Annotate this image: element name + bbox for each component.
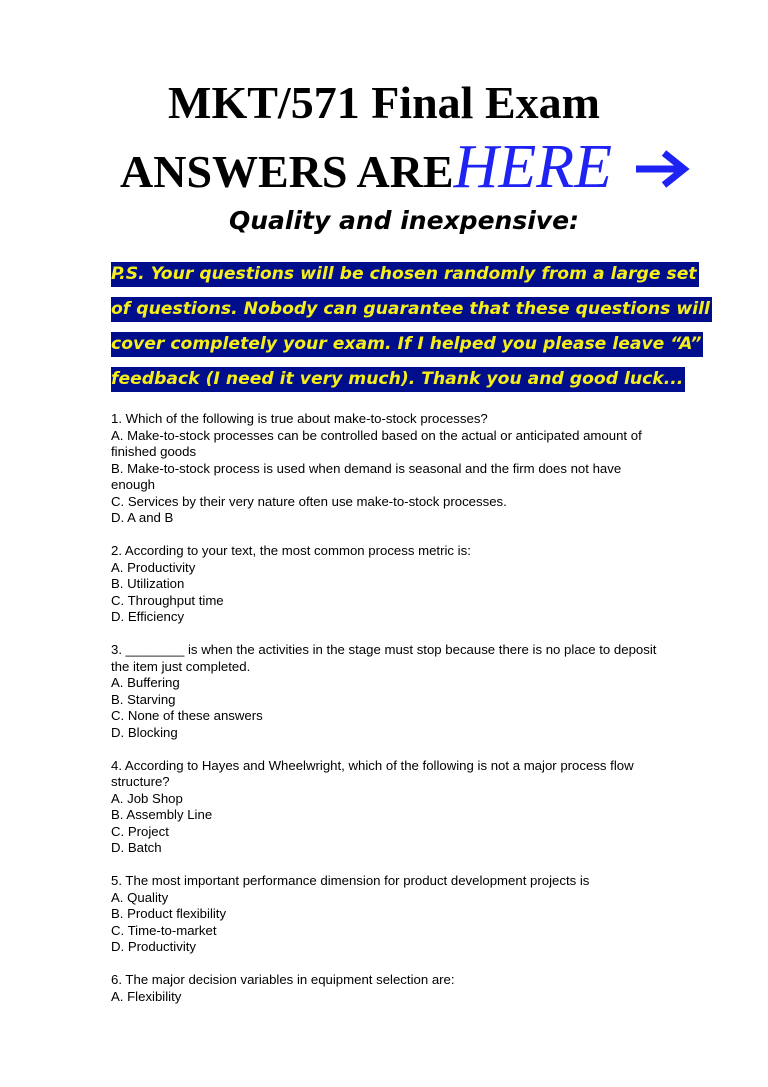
question-3 bbox=[111, 642, 721, 741]
answer-option: A. Quality bbox=[111, 889, 169, 905]
answer-option: B. Starving bbox=[111, 691, 176, 707]
answer-option: B. Utilization bbox=[111, 576, 185, 591]
answer-option: D. Efficiency bbox=[111, 609, 185, 624]
question-list bbox=[111, 411, 721, 1022]
question-text: the item just completed. bbox=[111, 658, 251, 674]
question-text: 4. According to Hayes and Wheelwright, which of the following is not a major process flow bbox=[111, 757, 634, 773]
question-text: structure? bbox=[111, 774, 170, 789]
answer-option: A. Job Shop bbox=[111, 790, 183, 806]
answer-option: B. Product flexibility bbox=[111, 906, 227, 921]
question-text: 2. According to your text, the most common process metric is: bbox=[111, 543, 471, 558]
answer-option: A. Flexibility bbox=[111, 988, 182, 1004]
question-6 bbox=[111, 972, 721, 1005]
question-text: 5. The most important performance dimension for product development projects is bbox=[111, 873, 590, 888]
right-arrow-icon bbox=[634, 149, 690, 189]
answer-option: A. Productivity bbox=[111, 559, 196, 575]
answer-option: enough bbox=[111, 477, 156, 492]
answer-option: A. Buffering bbox=[111, 675, 180, 690]
question-text: 6. The major decision variables in equipment selection are: bbox=[111, 972, 455, 987]
question-2 bbox=[111, 543, 721, 626]
question-5 bbox=[111, 873, 721, 956]
answer-option: A. Make-to-stock processes can be controlled based on the actual or anticipated amount of bbox=[111, 427, 642, 443]
question-1 bbox=[111, 411, 721, 527]
answer-option: C. None of these answers bbox=[111, 708, 263, 723]
answer-option: D. Blocking bbox=[111, 724, 178, 740]
answer-option: C. Time-to-market bbox=[111, 922, 217, 938]
answer-option: B. Make-to-stock process is used when demand is seasonal and the firm does not have bbox=[111, 460, 622, 476]
subtitle: Quality and inexpensive: bbox=[228, 206, 580, 235]
notice-line: cover completely your exam. If I helped you please leave “A” bbox=[111, 332, 703, 357]
notice-line: feedback (I need it very much). Thank you and good luck... bbox=[111, 367, 685, 392]
question-text: 3. ________ is when the activities in the stage must stop because there is no place to deposit bbox=[111, 642, 657, 657]
answers-prefix: ANSWERS ARE bbox=[120, 146, 454, 197]
answer-option: C. Project bbox=[111, 823, 169, 839]
notice-box bbox=[111, 257, 711, 397]
answer-option: finished goods bbox=[111, 444, 197, 459]
notice-line: of questions. Nobody can guarantee that these questions will bbox=[111, 297, 712, 322]
answer-option: D. Productivity bbox=[111, 939, 197, 954]
here-link[interactable]: HERE bbox=[453, 133, 612, 201]
answer-option: D. A and B bbox=[111, 510, 174, 525]
question-4 bbox=[111, 758, 721, 857]
answer-option: D. Batch bbox=[111, 840, 162, 855]
answers-heading bbox=[120, 132, 690, 204]
notice-line: P.S. Your questions will be chosen randomly from a large set bbox=[111, 262, 699, 287]
question-text: 1. Which of the following is true about make-to-stock processes? bbox=[111, 411, 488, 426]
answer-option: C. Services by their very nature often use make-to-stock processes. bbox=[111, 493, 507, 509]
document-title: MKT/571 Final Exam bbox=[168, 77, 600, 128]
answer-option: C. Throughput time bbox=[111, 592, 224, 608]
answer-option: B. Assembly Line bbox=[111, 807, 213, 822]
